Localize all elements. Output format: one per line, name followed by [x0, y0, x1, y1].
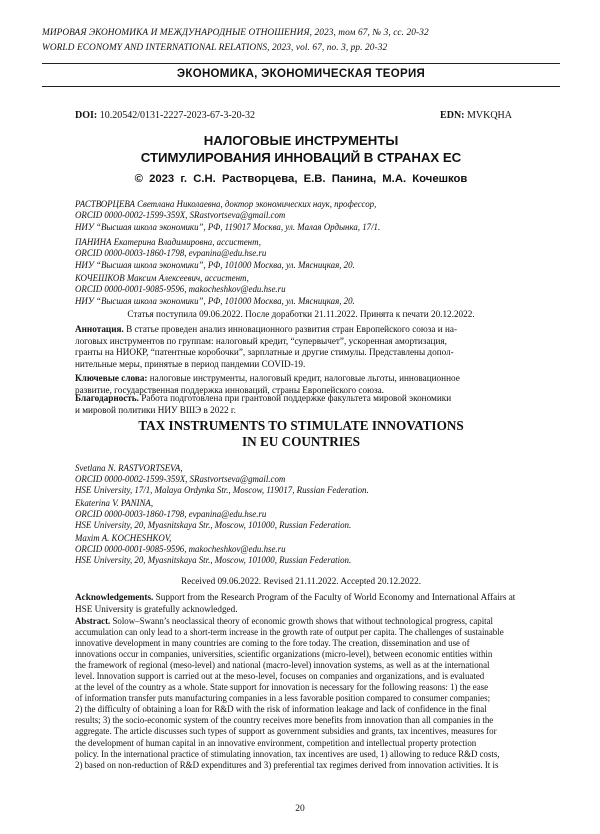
abstract-line: level. Innovation support is carried out at the meso-level, focuses on companies and organizations, and is evaluated — [75, 671, 485, 682]
annotation-label: Аннотация. — [75, 324, 124, 334]
author-affiliation: HSE University, 20, Myasnitskaya Str., Moscow, 101000, Russian Federation. — [75, 555, 352, 566]
author-name: Svetlana N. RASTVORTSEVA, — [75, 463, 183, 473]
author-affiliation: НИУ “Высшая школа экономики”, РФ, 101000 Москва, ул. Мясницкая, 20. — [75, 259, 355, 270]
abstract-line: innovative development in many countries are coming to the fore today. The creation, dissemination and use of — [75, 638, 470, 649]
title-ru-line: СТИМУЛИРОВАНИЯ ИННОВАЦИЙ В СТРАНАХ ЕС — [140, 149, 462, 165]
author-orcid: ORCID 0000-0002-1599-359X, SRastvortseva@gmail.com — [75, 210, 286, 221]
author-name: Maxim A. KOCHESHKOV, — [75, 533, 172, 543]
edn-value: MVKQHA — [467, 110, 512, 121]
author-affiliation: HSE University, 20, Myasnitskaya Str., Moscow, 101000, Russian Federation. — [75, 520, 352, 531]
author-name: КОЧЕШКОВ Максим Алексеевич, ассистент, — [75, 273, 249, 283]
section-rule-bottom — [42, 86, 560, 87]
keywords-line: развитие, государственная поддержка инноваций, страны Европейского союза. — [75, 384, 384, 395]
doi-label: DOI: — [75, 110, 98, 121]
annotation-line: логовых инструментов по группам: налоговый кредит, “супервычет”, ускоренная амортизация, — [75, 335, 447, 346]
page-number: 20 — [295, 804, 305, 814]
acknowledgements-en — [75, 592, 560, 615]
byline: © 2023 г. С.Н. Растворцева, Е.В. Панина, М.А. Кочешков — [134, 173, 468, 185]
author-affiliation: НИУ “Высшая школа экономики”, РФ, 119017 Москва, ул. Малая Ордынка, 17/1. — [75, 221, 381, 232]
annotation-line: гранты на НИОКР, “патентные коробочки”, зарплатные и другие стимулы. Представлены допол- — [75, 347, 454, 358]
article-title-en — [42, 418, 560, 449]
author-name: Ekaterina V. PANINA, — [75, 498, 154, 508]
annotation-line: В статье проведен анализ инновационного развития стран Европейского союза и на- — [123, 324, 457, 334]
doi-value: 10.20542/0131-2227-2023-67-3-20-32 — [99, 110, 255, 121]
abstract-en — [75, 616, 560, 771]
abstract-line: Solow–Swann’s neoclassical theory of economic growth shows that without technological progress, capital — [110, 616, 494, 626]
acknowledgements-line: HSE University is gratefully acknowledged. — [75, 603, 238, 614]
author-ru-1 — [75, 199, 555, 233]
keywords-label: Ключевые слова: — [75, 373, 148, 383]
annotation-line: нительные меры, принятые в период пандемии COVID-19. — [75, 359, 306, 370]
abstract-line: 2) based on non-reduction of R&D expenditures and 3) preferential tax regimes derived from innovation activities. It is — [75, 759, 499, 770]
dates-ru: Статья поступила 09.06.2022. После доработки 21.11.2022. Принята к печати 20.12.2022. — [127, 309, 475, 319]
abstract-label: Abstract. — [75, 616, 111, 626]
author-orcid: ORCID 0000-0002-1599-359X, SRastvortseva@gmail.com — [75, 474, 286, 485]
author-affiliation: HSE University, 17/1, Malaya Ordynka Str., Moscow, 119017, Russian Federation. — [75, 485, 369, 496]
abstract-line: 2) the difficulty of obtaining a loan for R&D with the risk of information leakage and lack of confidence in the final — [75, 704, 487, 715]
author-en-2 — [75, 498, 555, 531]
author-orcid: ORCID 0000-0001-9085-9596, makocheshkov@edu.hse.ru — [75, 284, 286, 295]
abstract-line: results; 3) the socio-economic system of the country receives more benefits from innovation than all companies in the — [75, 715, 494, 726]
header-en: WORLD ECONOMY AND INTERNATIONAL RELATIONS, 2023, vol. 67, no. 3, pp. 20-32 — [42, 42, 388, 53]
thanks-label: Благодарность. — [75, 393, 139, 403]
author-orcid: ORCID 0000-0003-1860-1798, evpanina@edu.hse.ru — [75, 248, 267, 259]
section-title: ЭКОНОМИКА, ЭКОНОМИЧЕСКАЯ ТЕОРИЯ — [176, 68, 426, 80]
author-ru-2 — [75, 237, 555, 271]
keywords-line: налоговые инструменты, налоговый кредит, налоговые льготы, инновационное — [147, 373, 460, 383]
title-en-line: TAX INSTRUMENTS TO STIMULATE INNOVATIONS — [138, 418, 464, 433]
abstract-line: innovations occur in companies, universities, scientific organizations (micro-level), between economic entities within — [75, 649, 493, 660]
abstract-line: at the level of the country as a whole. State support for innovation is necessary for the following reasons: 1) the ease — [75, 682, 489, 693]
annotation-ru — [75, 324, 560, 371]
acknowledgements-label: Acknowledgements. — [75, 592, 154, 602]
author-en-3 — [75, 533, 555, 566]
dates-en: Received 09.06.2022. Revised 21.11.2022. Accepted 20.12.2022. — [180, 576, 422, 586]
author-name: ПАНИНА Екатерина Владимировна, ассистент, — [75, 237, 261, 247]
author-orcid: ORCID 0000-0003-1860-1798, evpanina@edu.hse.ru — [75, 509, 267, 520]
author-name: РАСТВОРЦЕВА Светлана Николаевна, доктор экономических наук, профессор, — [75, 199, 377, 209]
edn-label: EDN: — [440, 110, 465, 121]
author-en-1 — [75, 463, 555, 496]
doi — [75, 110, 255, 121]
abstract-line: aggregate. The article discusses such types of support as government subsidies and grants, tax incentives, measures for — [75, 726, 497, 737]
journal-header — [42, 26, 562, 55]
article-title-ru — [42, 133, 560, 166]
acknowledgements-line: Support from the Research Program of the Faculty of World Economy and International Affairs at — [153, 592, 516, 602]
title-en-line: IN EU COUNTRIES — [242, 433, 360, 449]
header-ru: МИРОВАЯ ЭКОНОМИКА И МЕЖДУНАРОДНЫЕ ОТНОШЕНИЯ, 2023, том 67, № 3, сс. 20-32 — [42, 28, 429, 38]
edn — [440, 110, 512, 121]
thanks-line: Работа подготовлена при грантовой поддержке факультета мировой экономики — [138, 393, 452, 403]
abstract-line: the development of human capital in an innovative environment, competition and intellectual property protection — [75, 737, 477, 748]
abstract-line: the framework of regional (meso-level) and national (macro-level) innovation systems, as well as at the international — [75, 660, 490, 671]
abstract-line: accumulation can only lead to a short-term increase in the growth rate of output per capita. The challenges of sustainable — [75, 627, 504, 638]
section-rule-top — [42, 63, 560, 64]
author-affiliation: НИУ “Высшая школа экономики”, РФ, 101000 Москва, ул. Мясницкая, 20. — [75, 295, 355, 306]
thanks-line: и мировой политики НИУ ВШЭ в 2022 г. — [75, 404, 236, 415]
author-ru-3 — [75, 273, 555, 307]
abstract-line: of information transfer puts manufacturing companies in a less favorable position compared to consumer companies; — [75, 693, 491, 704]
thanks-ru — [75, 393, 560, 416]
author-orcid: ORCID 0000-0001-9085-9596, makocheshkov@edu.hse.ru — [75, 544, 286, 555]
abstract-line: policy. In the international practice of stimulating innovation, tax incentives are used, 1) allowing to reduce R&D costs, — [75, 748, 500, 759]
title-ru-line: НАЛОГОВЫЕ ИНСТРУМЕНТЫ — [203, 133, 399, 148]
